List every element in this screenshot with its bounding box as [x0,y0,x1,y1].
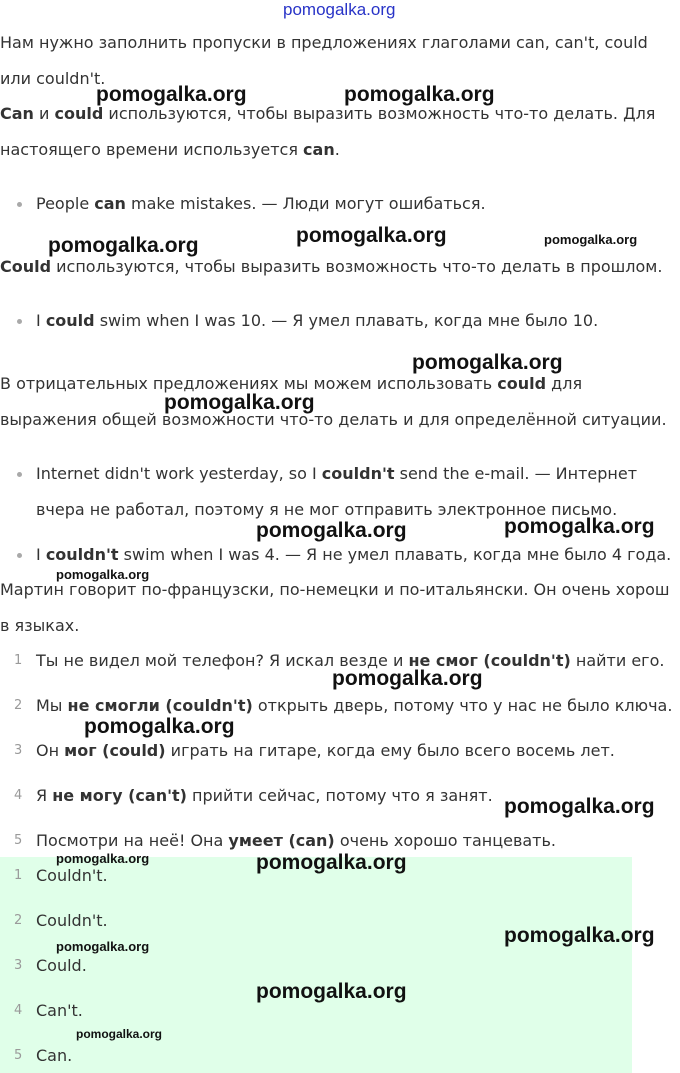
martin-line-1: Мартин говорит по-французски, по-немецки и по-итальянски. Он очень хорош [0,580,670,599]
exercise-item: Мы не смогли (couldn't) открыть дверь, потому что у нас не было ключа. [36,696,673,715]
watermark: pomogalka.org [256,851,407,874]
example-4: I couldn't swim when I was 4. — Я не умел плавать, когда мне было 4 года. [36,545,672,564]
bullet-icon [17,553,22,558]
negative-line-1: В отрицательных предложениях мы можем использовать could для [0,374,583,393]
watermark: pomogalka.org [96,83,247,106]
exercise-item: Он мог (could) играть на гитаре, когда ему было всего восемь лет. [36,741,615,760]
watermark: pomogalka.org [544,232,638,247]
exercise-number: 1 [14,653,23,668]
bullet-icon [17,202,22,207]
exercise-number: 5 [14,833,23,848]
exercise-item: Я не могу (can't) прийти сейчас, потому что я занят. [36,786,493,805]
watermark: pomogalka.org [344,83,495,106]
exercise-number: 4 [14,788,23,803]
watermark: pomogalka.org [56,939,150,954]
watermark: pomogalka.org [256,980,407,1003]
word-can: Can [0,104,34,123]
bullet-icon [17,319,22,324]
answer-number: 5 [14,1048,23,1063]
example-1: People can make mistakes. — Люди могут ошибаться. [36,194,486,213]
bullet-icon [17,472,22,477]
watermark: pomogalka.org [332,667,483,690]
answer-item: Couldn't. [36,911,108,930]
answer-item: Could. [36,956,87,975]
example-3-line-2: вчера не работал, поэтому я не мог отправить электронное письмо. [36,500,618,519]
watermark: pomogalka.org [412,351,563,374]
watermark: pomogalka.org [56,851,150,866]
watermark: pomogalka.org [84,715,235,738]
negative-line-2: выражения общей возможности что-то делать и для определённой ситуации. [0,410,667,429]
answer-item: Can. [36,1046,73,1065]
example-2: I could swim when I was 10. — Я умел плавать, когда мне было 10. [36,311,599,330]
header-watermark[interactable]: pomogalka.org [283,0,396,19]
exercise-item: Ты не видел мой телефон? Я искал везде и не смог (couldn't) найти его. [36,651,665,670]
watermark: pomogalka.org [48,234,199,257]
exercise-number: 3 [14,743,23,758]
can-could-line-1: Can и could используются, чтобы выразить возможность что-то делать. Для [0,104,656,123]
martin-line-2: в языках. [0,616,80,635]
watermark: pomogalka.org [504,924,655,947]
can-could-line-2: настоящего времени используется can. [0,140,340,159]
watermark: pomogalka.org [76,1027,163,1041]
intro-line-1: Нам нужно заполнить пропуски в предложениях глаголами can, can't, could [0,33,648,52]
exercise-number: 2 [14,698,23,713]
answer-number: 3 [14,958,23,973]
answer-number: 1 [14,868,23,883]
answer-number: 4 [14,1003,23,1018]
could-past: Could используются, чтобы выразить возможность что-то делать в прошлом. [0,257,663,276]
answer-item: Couldn't. [36,866,108,885]
watermark: pomogalka.org [164,391,315,414]
watermark: pomogalka.org [256,519,407,542]
answer-number: 2 [14,913,23,928]
watermark: pomogalka.org [504,795,655,818]
watermark: pomogalka.org [56,567,150,582]
intro-line-2: или couldn't. [0,69,106,88]
watermark: pomogalka.org [504,515,655,538]
example-3-line-1: Internet didn't work yesterday, so I couldn't send the e-mail. — Интернет [36,464,638,483]
watermark: pomogalka.org [296,224,447,247]
answer-item: Can't. [36,1001,83,1020]
word-could: could [54,104,104,123]
exercise-item: Посмотри на неё! Она умеет (can) очень хорошо танцевать. [36,831,557,850]
